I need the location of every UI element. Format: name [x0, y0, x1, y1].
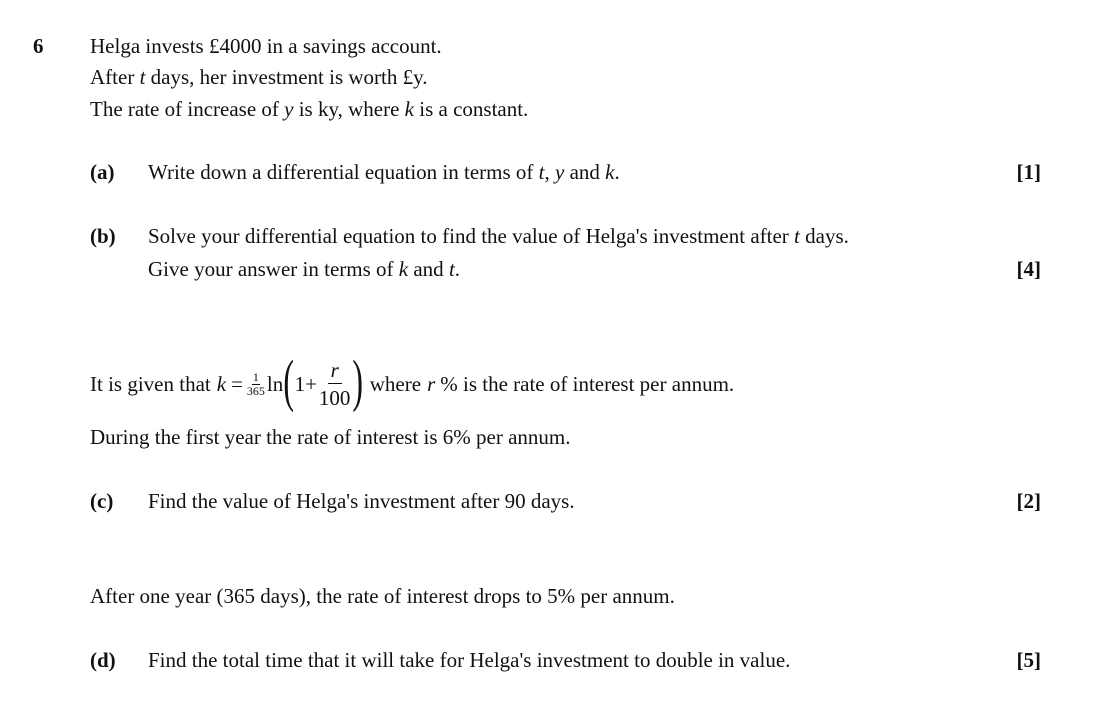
formula-ln: ln: [266, 371, 284, 396]
part-b-marks: [4]: [1016, 257, 1041, 281]
formula-line: [90, 348, 734, 420]
stem-line-2: After t days, her investment is worth £y.: [90, 65, 428, 89]
part-c-marks: [2]: [1016, 489, 1041, 513]
formula-suffix-b: % is the rate of interest per annum.: [440, 371, 735, 396]
math-variable: t: [448, 257, 455, 281]
math-variable: k: [605, 160, 615, 184]
formula-numerator: r: [328, 359, 342, 384]
math-variable: y: [284, 97, 294, 121]
formula-small-denominator: 365: [246, 383, 265, 398]
info-line-2: After one year (365 days), the rate of interest drops to 5% per annum.: [90, 584, 675, 608]
math-variable: y: [555, 160, 565, 184]
formula-r: r: [427, 371, 436, 396]
formula-suffix-a: where: [369, 371, 422, 396]
formula-denominator: 100: [318, 385, 351, 410]
part-b-text-line-1: Solve your differential equation to find the value of Helga's investment after t days.: [148, 224, 849, 248]
formula-left-paren: (: [283, 348, 295, 413]
formula-prefix: It is given that: [90, 371, 211, 396]
part-c-label: (c): [90, 489, 114, 513]
info-line-1: During the first year the rate of interest is 6% per annum.: [90, 425, 571, 449]
math-variable: t: [139, 65, 146, 89]
part-b-label: (b): [90, 224, 116, 248]
math-variable: k: [404, 97, 414, 121]
part-d-label: (d): [90, 648, 116, 672]
formula-equals: =: [231, 371, 243, 396]
formula-right-paren: ): [352, 348, 364, 413]
math-variable: k: [398, 257, 409, 281]
part-d-marks: [5]: [1016, 648, 1041, 672]
part-a-marks: [1]: [1016, 160, 1041, 184]
formula-small-fraction: [247, 371, 265, 398]
question-number: 6: [33, 34, 44, 58]
part-a-text: Write down a differential equation in terms of t, y and k.: [148, 160, 620, 184]
part-c-text: Find the value of Helga's investment after 90 days.: [148, 489, 575, 513]
math-variable: t: [794, 224, 800, 248]
formula-fraction: [319, 359, 351, 410]
stem-line-3: The rate of increase of y is ky, where k is a constant.: [90, 97, 529, 121]
part-d-text: Find the total time that it will take for Helga's investment to double in value.: [148, 648, 791, 672]
part-a-label: (a): [90, 160, 115, 184]
stem-line-1: Helga invests £4000 in a savings account.: [90, 34, 442, 58]
part-b-text-line-2: Give your answer in terms of k and t.: [148, 257, 461, 281]
formula-one-plus: 1+: [294, 371, 317, 396]
formula-k: k: [216, 371, 227, 396]
math-variable: t: [538, 160, 545, 184]
formula-small-numerator: 1: [252, 369, 259, 384]
